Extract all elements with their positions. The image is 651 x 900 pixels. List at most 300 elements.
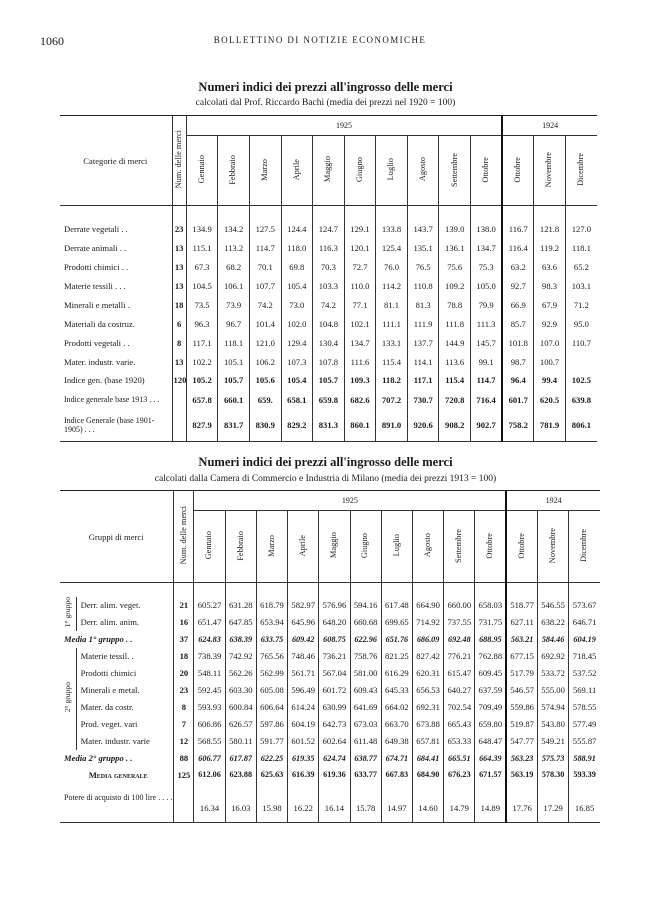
index-value: 77.1 <box>352 300 368 310</box>
index-value: 114.1 <box>413 357 433 367</box>
index-value: 101.4 <box>255 319 275 329</box>
index-value: 665.43 <box>447 719 472 729</box>
index-value: 114.7 <box>476 374 496 385</box>
index-value: 605.08 <box>260 685 284 695</box>
month-header: Febbraio <box>228 154 238 185</box>
index-value: 105.7 <box>318 374 339 385</box>
row-label: Derr. alim. veget. <box>80 600 141 610</box>
index-value: 71.2 <box>573 300 589 310</box>
table2-subtitle: calcolati dalla Camera di Commercio e Industria di Milano (media dei prezzi 1913 = 100) <box>154 474 497 484</box>
month-header: Gennaio <box>196 155 206 184</box>
index-value: 127.0 <box>571 224 592 234</box>
table-row <box>60 783 600 813</box>
month-header: Ottobre <box>513 156 523 183</box>
index-value: 96.4 <box>510 374 526 385</box>
index-value: 110.8 <box>413 281 433 291</box>
month-header: Novembre <box>547 527 557 564</box>
index-value: 547.77 <box>510 736 534 746</box>
index-value: 96.3 <box>194 319 210 329</box>
month-header: Marzo <box>266 534 276 557</box>
index-value: 107.3 <box>287 357 307 367</box>
column-header-category: Categorie di merci <box>83 155 148 166</box>
month-header: Ottobre <box>480 156 490 183</box>
month-header: Agosto <box>417 157 427 182</box>
row-label: Materie tessil. . <box>80 651 134 661</box>
index-value: 677.15 <box>510 651 534 661</box>
index-value: 605.27 <box>197 600 222 610</box>
index-value: 622.96 <box>354 634 377 644</box>
index-value: 673.88 <box>416 719 440 729</box>
index-value: 17.76 <box>512 802 532 813</box>
index-value: 682.6 <box>350 394 370 405</box>
merci-count: 37 <box>179 634 189 644</box>
index-value: 692.92 <box>541 651 565 661</box>
index-value: 638.22 <box>541 617 565 627</box>
table-row <box>60 665 600 682</box>
index-value: 612.06 <box>198 770 221 779</box>
index-value: 129.4 <box>287 338 307 348</box>
merci-count: 12 <box>179 736 189 746</box>
index-value: 125.4 <box>381 243 402 253</box>
index-value: 92.7 <box>510 281 526 291</box>
index-value: 100.7 <box>539 357 560 367</box>
index-value: 574.94 <box>541 702 565 712</box>
index-value: 577.49 <box>572 719 597 729</box>
table2-title: Numeri indici dei prezzi all'ingrosso delle merci <box>198 455 453 469</box>
page-number: 1060 <box>40 34 64 48</box>
index-value: 604.19 <box>573 634 596 644</box>
index-value: 653.33 <box>447 736 472 746</box>
index-value: 606.77 <box>198 753 221 763</box>
index-value: 736.21 <box>322 651 347 661</box>
index-value: 633.77 <box>354 770 377 779</box>
index-value: 720.8 <box>445 394 465 405</box>
index-value: 616.39 <box>291 770 315 779</box>
index-value: 67.3 <box>194 262 210 272</box>
index-value: 620.5 <box>539 394 560 405</box>
index-value: 101.8 <box>508 338 528 348</box>
index-value: 709.49 <box>478 702 503 712</box>
index-value: 597.86 <box>260 719 284 729</box>
index-value: 85.7 <box>510 319 526 329</box>
index-value: 81.3 <box>415 300 431 310</box>
index-value: 99.4 <box>542 374 558 385</box>
index-value: 119.2 <box>540 243 560 253</box>
index-value: 627.11 <box>510 617 534 627</box>
table1-subtitle: calcolati dal Prof. Riccardo Bachi (media dei prezzi nel 1920 = 100) <box>195 98 456 108</box>
month-header: Giugno <box>354 156 364 183</box>
index-value: 116.3 <box>318 243 338 253</box>
index-value: 688.95 <box>479 634 502 644</box>
index-value: 616.29 <box>385 668 409 678</box>
index-value: 730.7 <box>413 394 433 405</box>
index-value: 105.7 <box>223 374 244 385</box>
table-row <box>60 315 597 334</box>
index-value: 920.6 <box>413 419 433 430</box>
index-value: 533.72 <box>541 668 565 678</box>
index-value: 664.90 <box>416 600 440 610</box>
row-label: Materiali da costruz. <box>64 319 135 329</box>
index-value: 620.31 <box>416 668 440 678</box>
index-value: 559.86 <box>510 702 534 712</box>
index-value: 16.22 <box>293 802 313 813</box>
row-label: Prodotti chimici <box>80 668 137 678</box>
index-value: 111.8 <box>445 319 465 329</box>
index-value: 649.38 <box>385 736 409 746</box>
index-value: 15.78 <box>355 802 376 813</box>
index-value: 623.88 <box>229 770 253 779</box>
index-value: 637.59 <box>478 685 503 695</box>
index-value: 73.5 <box>194 300 210 310</box>
index-value: 645.33 <box>385 685 409 695</box>
row-label: Indice Generale (base 1901-1905) . . . <box>64 415 155 434</box>
index-value: 109.2 <box>445 281 465 291</box>
index-value: 118.1 <box>224 338 244 348</box>
index-value: 105.4 <box>287 281 307 291</box>
merci-count: 23 <box>179 685 189 695</box>
index-value: 827.42 <box>416 651 440 661</box>
index-value: 14.79 <box>449 802 469 813</box>
index-value: 860.1 <box>350 419 370 430</box>
index-value: 543.80 <box>541 719 565 729</box>
table-row <box>60 353 597 372</box>
index-value: 63.6 <box>542 262 558 272</box>
index-value: 129.1 <box>350 224 370 234</box>
merci-count: 20 <box>179 668 189 678</box>
index-value: 609.45 <box>478 668 503 678</box>
index-value: 626.57 <box>228 719 253 729</box>
index-value: 707.2 <box>381 394 402 405</box>
index-value: 656.53 <box>416 685 440 695</box>
index-value: 829.2 <box>287 419 307 430</box>
index-value: 17.29 <box>543 802 563 813</box>
index-value: 519.87 <box>510 719 534 729</box>
table-row <box>60 296 597 315</box>
index-value: 145.7 <box>476 338 496 348</box>
index-value: 106.1 <box>223 281 244 291</box>
table-row <box>60 334 597 353</box>
index-value: 576.96 <box>322 600 347 610</box>
index-value: 584.46 <box>541 634 565 644</box>
index-value: 640.27 <box>447 685 472 695</box>
merci-count: 18 <box>179 651 189 661</box>
index-value: 143.7 <box>413 224 433 234</box>
index-value: 116.4 <box>508 243 528 253</box>
index-value: 555.00 <box>541 685 565 695</box>
merci-count: 8 <box>177 338 182 348</box>
index-value: 692.31 <box>416 702 440 712</box>
index-value: 639.8 <box>571 394 592 405</box>
month-header: Aprile <box>298 534 308 557</box>
month-header: Ottobre <box>485 532 495 559</box>
index-value: 107.7 <box>255 281 275 291</box>
index-value: 72.7 <box>352 262 368 272</box>
table1 <box>60 115 597 442</box>
index-value: 731.75 <box>478 617 503 627</box>
month-header: Aprile <box>291 158 301 181</box>
index-value: 96.7 <box>226 319 242 329</box>
merci-count: 13 <box>174 243 184 253</box>
index-value: 14.89 <box>480 802 501 813</box>
table-row <box>60 682 600 699</box>
index-value: 107.8 <box>318 357 339 367</box>
index-value: 65.2 <box>573 262 589 272</box>
index-value: 102.5 <box>571 374 592 385</box>
index-value: 625.63 <box>260 770 284 779</box>
index-value: 144.9 <box>445 338 465 348</box>
index-value: 660.68 <box>353 617 378 627</box>
index-value: 657.8 <box>192 394 212 405</box>
row-label: Media generale <box>88 769 148 780</box>
index-value: 110.7 <box>571 338 591 348</box>
table-row <box>60 372 597 388</box>
index-value: 600.84 <box>228 702 253 712</box>
index-value: 651.47 <box>197 617 222 627</box>
table-row <box>60 614 600 631</box>
index-value: 73.0 <box>289 300 305 310</box>
index-value: 618.79 <box>260 600 284 610</box>
merci-count: 6 <box>177 319 182 329</box>
index-value: 646.71 <box>572 617 597 627</box>
index-value: 762.88 <box>478 651 503 661</box>
index-value: 133.8 <box>381 224 402 234</box>
index-value: 624.83 <box>198 634 221 644</box>
index-value: 692.48 <box>448 634 471 644</box>
index-value: 651.76 <box>385 634 409 644</box>
index-value: 624.74 <box>323 753 346 763</box>
index-value: 631.28 <box>228 600 253 610</box>
index-value: 702.54 <box>447 702 472 712</box>
index-value: 659. <box>257 394 273 405</box>
row-label: Derr. alim. anim. <box>80 617 140 627</box>
index-value: 103.1 <box>571 281 592 291</box>
index-value: 663.70 <box>385 719 409 729</box>
index-value: 642.73 <box>322 719 347 729</box>
row-label: Prod. veget. vari <box>80 719 138 729</box>
index-value: 113.2 <box>224 243 244 253</box>
index-value: 591.77 <box>260 736 284 746</box>
index-value: 619.35 <box>291 753 315 763</box>
index-value: 902.7 <box>476 419 496 430</box>
index-value: 648.47 <box>478 736 503 746</box>
column-header-count: Num. delle merci <box>173 130 183 189</box>
index-value: 699.65 <box>385 617 409 627</box>
index-value: 596.49 <box>291 685 316 695</box>
table-row <box>60 239 597 258</box>
index-value: 115.1 <box>192 243 212 253</box>
index-value: 602.64 <box>322 736 347 746</box>
index-value: 114.2 <box>382 281 402 291</box>
index-value: 16.34 <box>199 802 220 813</box>
index-value: 106.2 <box>255 357 275 367</box>
index-value: 609.42 <box>291 634 315 644</box>
index-value: 14.60 <box>418 802 438 813</box>
merci-count: 13 <box>174 281 184 291</box>
row-label: Indice generale base 1913 . . . <box>64 395 160 404</box>
index-value: 109.3 <box>350 374 370 385</box>
index-value: 139.0 <box>445 224 465 234</box>
index-value: 601.7 <box>508 394 528 405</box>
merci-count: 16 <box>179 617 189 627</box>
merci-count: 88 <box>179 753 189 763</box>
index-value: 73.9 <box>226 300 242 310</box>
index-value: 98.7 <box>510 357 526 367</box>
index-value: 15.98 <box>262 802 282 813</box>
index-value: 665.51 <box>448 753 471 763</box>
index-value: 127.5 <box>255 224 275 234</box>
row-label: Indice gen. (base 1920) <box>64 374 145 385</box>
index-value: 582.97 <box>291 600 316 610</box>
index-value: 614.24 <box>291 702 316 712</box>
table-row <box>60 699 600 716</box>
index-value: 69.8 <box>289 262 305 272</box>
month-header: Dicembre <box>579 528 589 563</box>
index-value: 104.5 <box>192 281 212 291</box>
table-row <box>60 597 600 614</box>
row-label: Potere di acquisto di 100 lire . . . . <box>64 793 173 802</box>
index-value: 580.11 <box>229 736 253 746</box>
index-value: 671.57 <box>479 770 502 779</box>
index-value: 121.0 <box>255 338 275 348</box>
index-value: 758.76 <box>353 651 378 661</box>
index-value: 659.8 <box>318 394 339 405</box>
index-value: 105.0 <box>476 281 496 291</box>
index-value: 567.04 <box>322 668 347 678</box>
index-value: 578.55 <box>572 702 597 712</box>
index-value: 546.57 <box>510 685 534 695</box>
index-value: 647.85 <box>228 617 253 627</box>
index-value: 117.1 <box>413 374 433 385</box>
index-value: 16.03 <box>231 802 251 813</box>
index-value: 568.55 <box>197 736 222 746</box>
index-value: 518.77 <box>510 600 534 610</box>
index-value: 110.0 <box>350 281 370 291</box>
index-value: 686.09 <box>416 634 440 644</box>
index-value: 74.2 <box>257 300 273 310</box>
row-label: Minerali e metal. <box>80 685 140 695</box>
month-header: Settembre <box>454 528 464 563</box>
row-label: Materie tessili . . . <box>64 281 126 291</box>
month-header: Novembre <box>544 151 554 188</box>
table-row <box>60 750 600 767</box>
index-value: 827.9 <box>192 419 212 430</box>
index-value: 588.91 <box>573 753 596 763</box>
group-1-label: 1° gruppo <box>63 597 72 628</box>
index-value: 781.9 <box>539 419 560 430</box>
index-value: 16.85 <box>574 802 595 813</box>
index-value: 75.3 <box>478 262 494 272</box>
index-value: 98.3 <box>542 281 558 291</box>
table-row <box>60 277 597 296</box>
table-row <box>60 648 600 665</box>
index-value: 102.0 <box>287 319 307 329</box>
year-1924: 1924 <box>545 496 562 505</box>
index-value: 641.69 <box>353 702 378 712</box>
index-value: 102.1 <box>350 319 370 329</box>
running-title: BOLLETTINO DI NOTIZIE ECONOMICHE <box>213 35 427 45</box>
row-label: Mater. industr. varie. <box>64 357 136 367</box>
table-row <box>60 716 600 733</box>
merci-count: 21 <box>179 600 189 610</box>
index-value: 738.39 <box>197 651 222 661</box>
index-value: 105.1 <box>223 357 244 367</box>
index-value: 107.0 <box>539 338 560 348</box>
year-header-row <box>60 491 600 511</box>
index-value: 113.6 <box>445 357 465 367</box>
row-label: Media 2° gruppo . . <box>64 753 133 763</box>
index-value: 714.92 <box>416 617 440 627</box>
month-header: Maggio <box>323 156 333 183</box>
index-value: 124.7 <box>318 224 339 234</box>
table-row <box>60 220 597 239</box>
index-value: 604.19 <box>291 719 316 729</box>
index-value: 601.72 <box>322 685 347 695</box>
index-value: 615.47 <box>447 668 472 678</box>
index-value: 653.94 <box>260 617 284 627</box>
index-value: 102.2 <box>192 357 212 367</box>
index-value: 75.6 <box>447 262 463 272</box>
index-value: 638.77 <box>354 753 377 763</box>
index-value: 593.93 <box>197 702 222 712</box>
index-value: 684.90 <box>416 770 440 779</box>
index-value: 133.1 <box>381 338 402 348</box>
index-value: 118.0 <box>287 243 307 253</box>
year-1924: 1924 <box>542 121 559 130</box>
index-value: 806.1 <box>571 419 592 430</box>
index-value: 658.1 <box>287 394 307 405</box>
index-value: 118.1 <box>571 243 591 253</box>
index-value: 594.16 <box>353 600 378 610</box>
index-value: 63.2 <box>510 262 526 272</box>
index-value: 76.0 <box>384 262 400 272</box>
index-value: 830.9 <box>255 419 275 430</box>
month-header: Ottobre <box>516 532 526 559</box>
index-value: 609.43 <box>353 685 378 695</box>
index-value: 563.21 <box>510 634 534 644</box>
row-label: Media 1° gruppo . . <box>64 634 133 644</box>
index-value: 606.64 <box>260 702 284 712</box>
month-header: Luglio <box>386 158 396 181</box>
index-value: 105.4 <box>287 374 307 385</box>
merci-count: 125 <box>177 769 191 780</box>
index-value: 134.2 <box>223 224 244 234</box>
table-row <box>60 767 600 783</box>
index-value: 138.0 <box>476 224 496 234</box>
index-value: 674.71 <box>385 753 409 763</box>
index-value: 716.4 <box>476 394 496 405</box>
index-value: 575.73 <box>541 753 565 763</box>
index-value: 114.7 <box>255 243 275 253</box>
index-value: 578.30 <box>541 770 565 779</box>
index-value: 676.23 <box>448 770 471 779</box>
index-value: 74.2 <box>320 300 336 310</box>
merci-count: 23 <box>174 224 184 234</box>
index-value: 684.41 <box>416 753 440 763</box>
index-value: 76.5 <box>415 262 431 272</box>
page-header <box>40 34 600 48</box>
index-value: 608.75 <box>323 634 346 644</box>
index-value: 581.00 <box>353 668 378 678</box>
index-value: 68.2 <box>226 262 242 272</box>
merci-count: 18 <box>174 300 184 310</box>
index-value: 117.1 <box>192 338 212 348</box>
month-header: Maggio <box>329 532 339 559</box>
column-header-category: Gruppi di merci <box>88 531 144 542</box>
index-value: 638.39 <box>229 634 253 644</box>
month-header: Giugno <box>360 532 370 559</box>
index-value: 121.8 <box>539 224 560 234</box>
index-value: 79.9 <box>478 300 494 310</box>
